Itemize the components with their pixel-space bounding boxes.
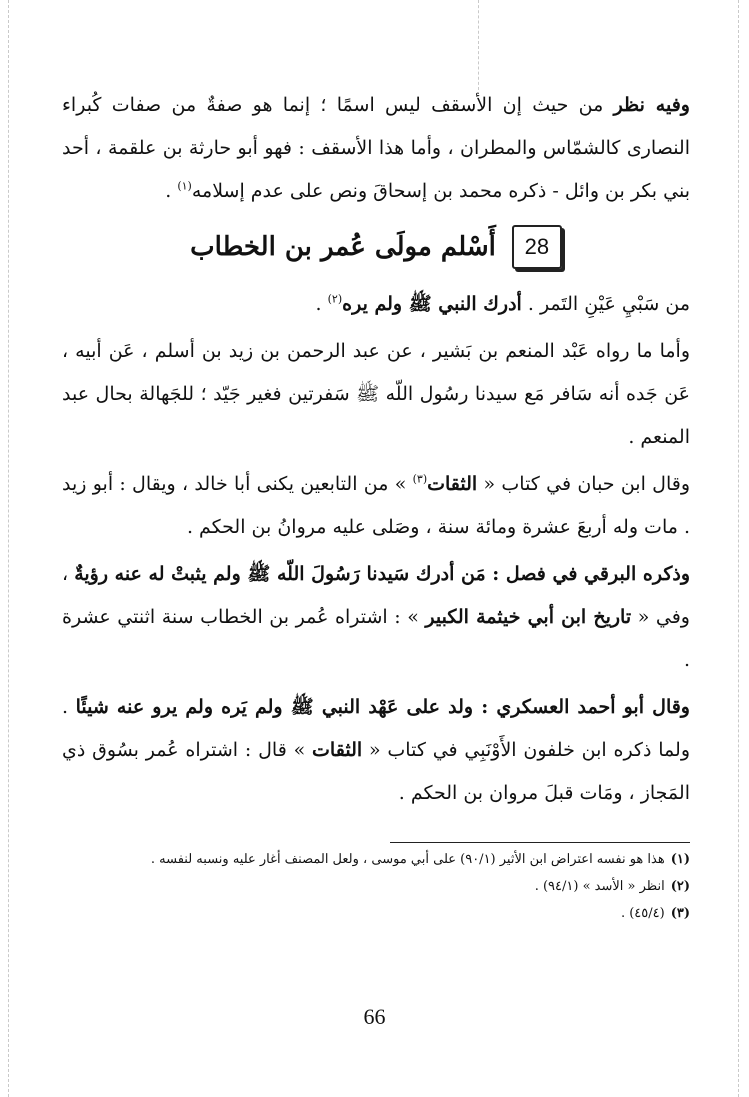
scan-fold-line-top [478, 0, 479, 90]
paragraph-2-end: . [315, 293, 328, 315]
paragraph-1-end: . [165, 180, 178, 202]
paragraph-5-book-title: تاريخ ابن أبي خيثمة الكبير [425, 606, 632, 628]
footnote-ref-2: (٢) [327, 292, 343, 306]
footnote-3 [62, 900, 690, 927]
footnote-ref-1: (١) [177, 179, 192, 193]
footnote-1-number: (١) [670, 852, 690, 867]
paragraph-5 [62, 553, 690, 682]
paragraph-6-bold-a: وقال أبو أحمد العسكري : ولد على عَهْد النبي ﷺ ولم يَره ولم يرو عنه شيئًا [75, 696, 690, 718]
paragraph-4-text-a: وقال ابن حبان في كتاب « [477, 473, 690, 495]
paragraph-6-book-title: الثقات [312, 739, 363, 761]
footnote-1 [62, 846, 690, 873]
paragraph-4 [62, 463, 690, 549]
footnote-ref-3: (٣) [412, 472, 428, 486]
paragraph-1 [62, 84, 690, 213]
paragraph-6 [62, 686, 690, 815]
scan-margin-line-right [738, 0, 739, 1097]
footnote-2-text: انظر « الأسد » (٩٤/١) . [534, 879, 665, 894]
footnote-1-text: هذا هو نفسه اعتراض ابن الأثير (٩٠/١) على أبي موسى ، ولعل المصنف أغار عليه ونسبه لنفسه . [150, 852, 665, 867]
paragraph-2-bold: أدرك النبي ﷺ ولم يره [342, 293, 522, 315]
footnotes [62, 846, 690, 927]
paragraph-5-bold-a: وذكره البرقي في فصل : مَن أدرك سَيدنا رَسُولَ اللّه ﷺ ولم يثبتْ له عنه رؤيةٌ [74, 563, 690, 585]
footnote-3-number: (٣) [670, 906, 690, 921]
paragraph-4-book-title: الثقات [427, 473, 478, 495]
paragraph-6-text-b: » قال : اشتراه عُمر بسُوق ذي المَجاز ، ومَات قبلَ مروان بن الحكم . [62, 739, 690, 804]
paragraph-2-text: من سَبْيِ عَيْنِ التَمر . [521, 293, 690, 315]
footnote-separator [390, 842, 690, 843]
paragraph-6-text-a: . ولما ذكره ابن خلفون الأَوْنَبِي في كتاب « [62, 696, 690, 761]
paragraph-2 [62, 283, 690, 326]
chapter-heading [62, 225, 690, 269]
footnote-2 [62, 873, 690, 900]
paragraph-1-text: من حيث إن الأسقف ليس اسمًا ؛ إنما هو صفةٌ من صفات كُبراء النصارى كالشمّاس والمطران ، وأما هذا الأسقف : فهو أبو حارثة بن علقمة ، أحد بني بكر بن وائل - ذكره محمد بن إسحاقَ ونص على عدم إسلامه [62, 94, 690, 202]
chapter-number-box: 28 [512, 225, 562, 269]
main-text [62, 84, 690, 815]
paragraph-4-text-b: » من التابعين يكنى أبا خالد ، ويقال : أبو زيد . مات وله أربعَ عشرة ومائة سنة ، وصَلى عليه مروانُ بن الحكم . [62, 473, 690, 538]
footnote-3-text: (٤٥/٤) . [620, 906, 665, 921]
paragraph-3: وأما ما رواه عَبْد المنعم بن بَشير ، عن عبد الرحمن بن زيد بن أسلم ، عَن أبيه ، عَن جَده أنه سَافر مَع سيدنا رسُول اللّه ﷺ سَفرتين فغير جَيّد ؛ للجَهالة بحال عبد المنعم . [62, 340, 690, 448]
footnote-2-number: (٢) [670, 879, 690, 894]
paragraph-5-text-a: ، وفي « [62, 563, 690, 628]
chapter-title: أَسْلم مولَى عُمر بن الخطاب [190, 232, 496, 262]
paragraph-1-lead: وفيه نظر [613, 94, 690, 116]
page-number: 66 [363, 1004, 386, 1029]
scan-margin-line-left [8, 0, 9, 1097]
paragraph-5-text-b: » : اشتراه عُمر بن الخطاب سنة اثنتي عشرة . [62, 606, 690, 671]
